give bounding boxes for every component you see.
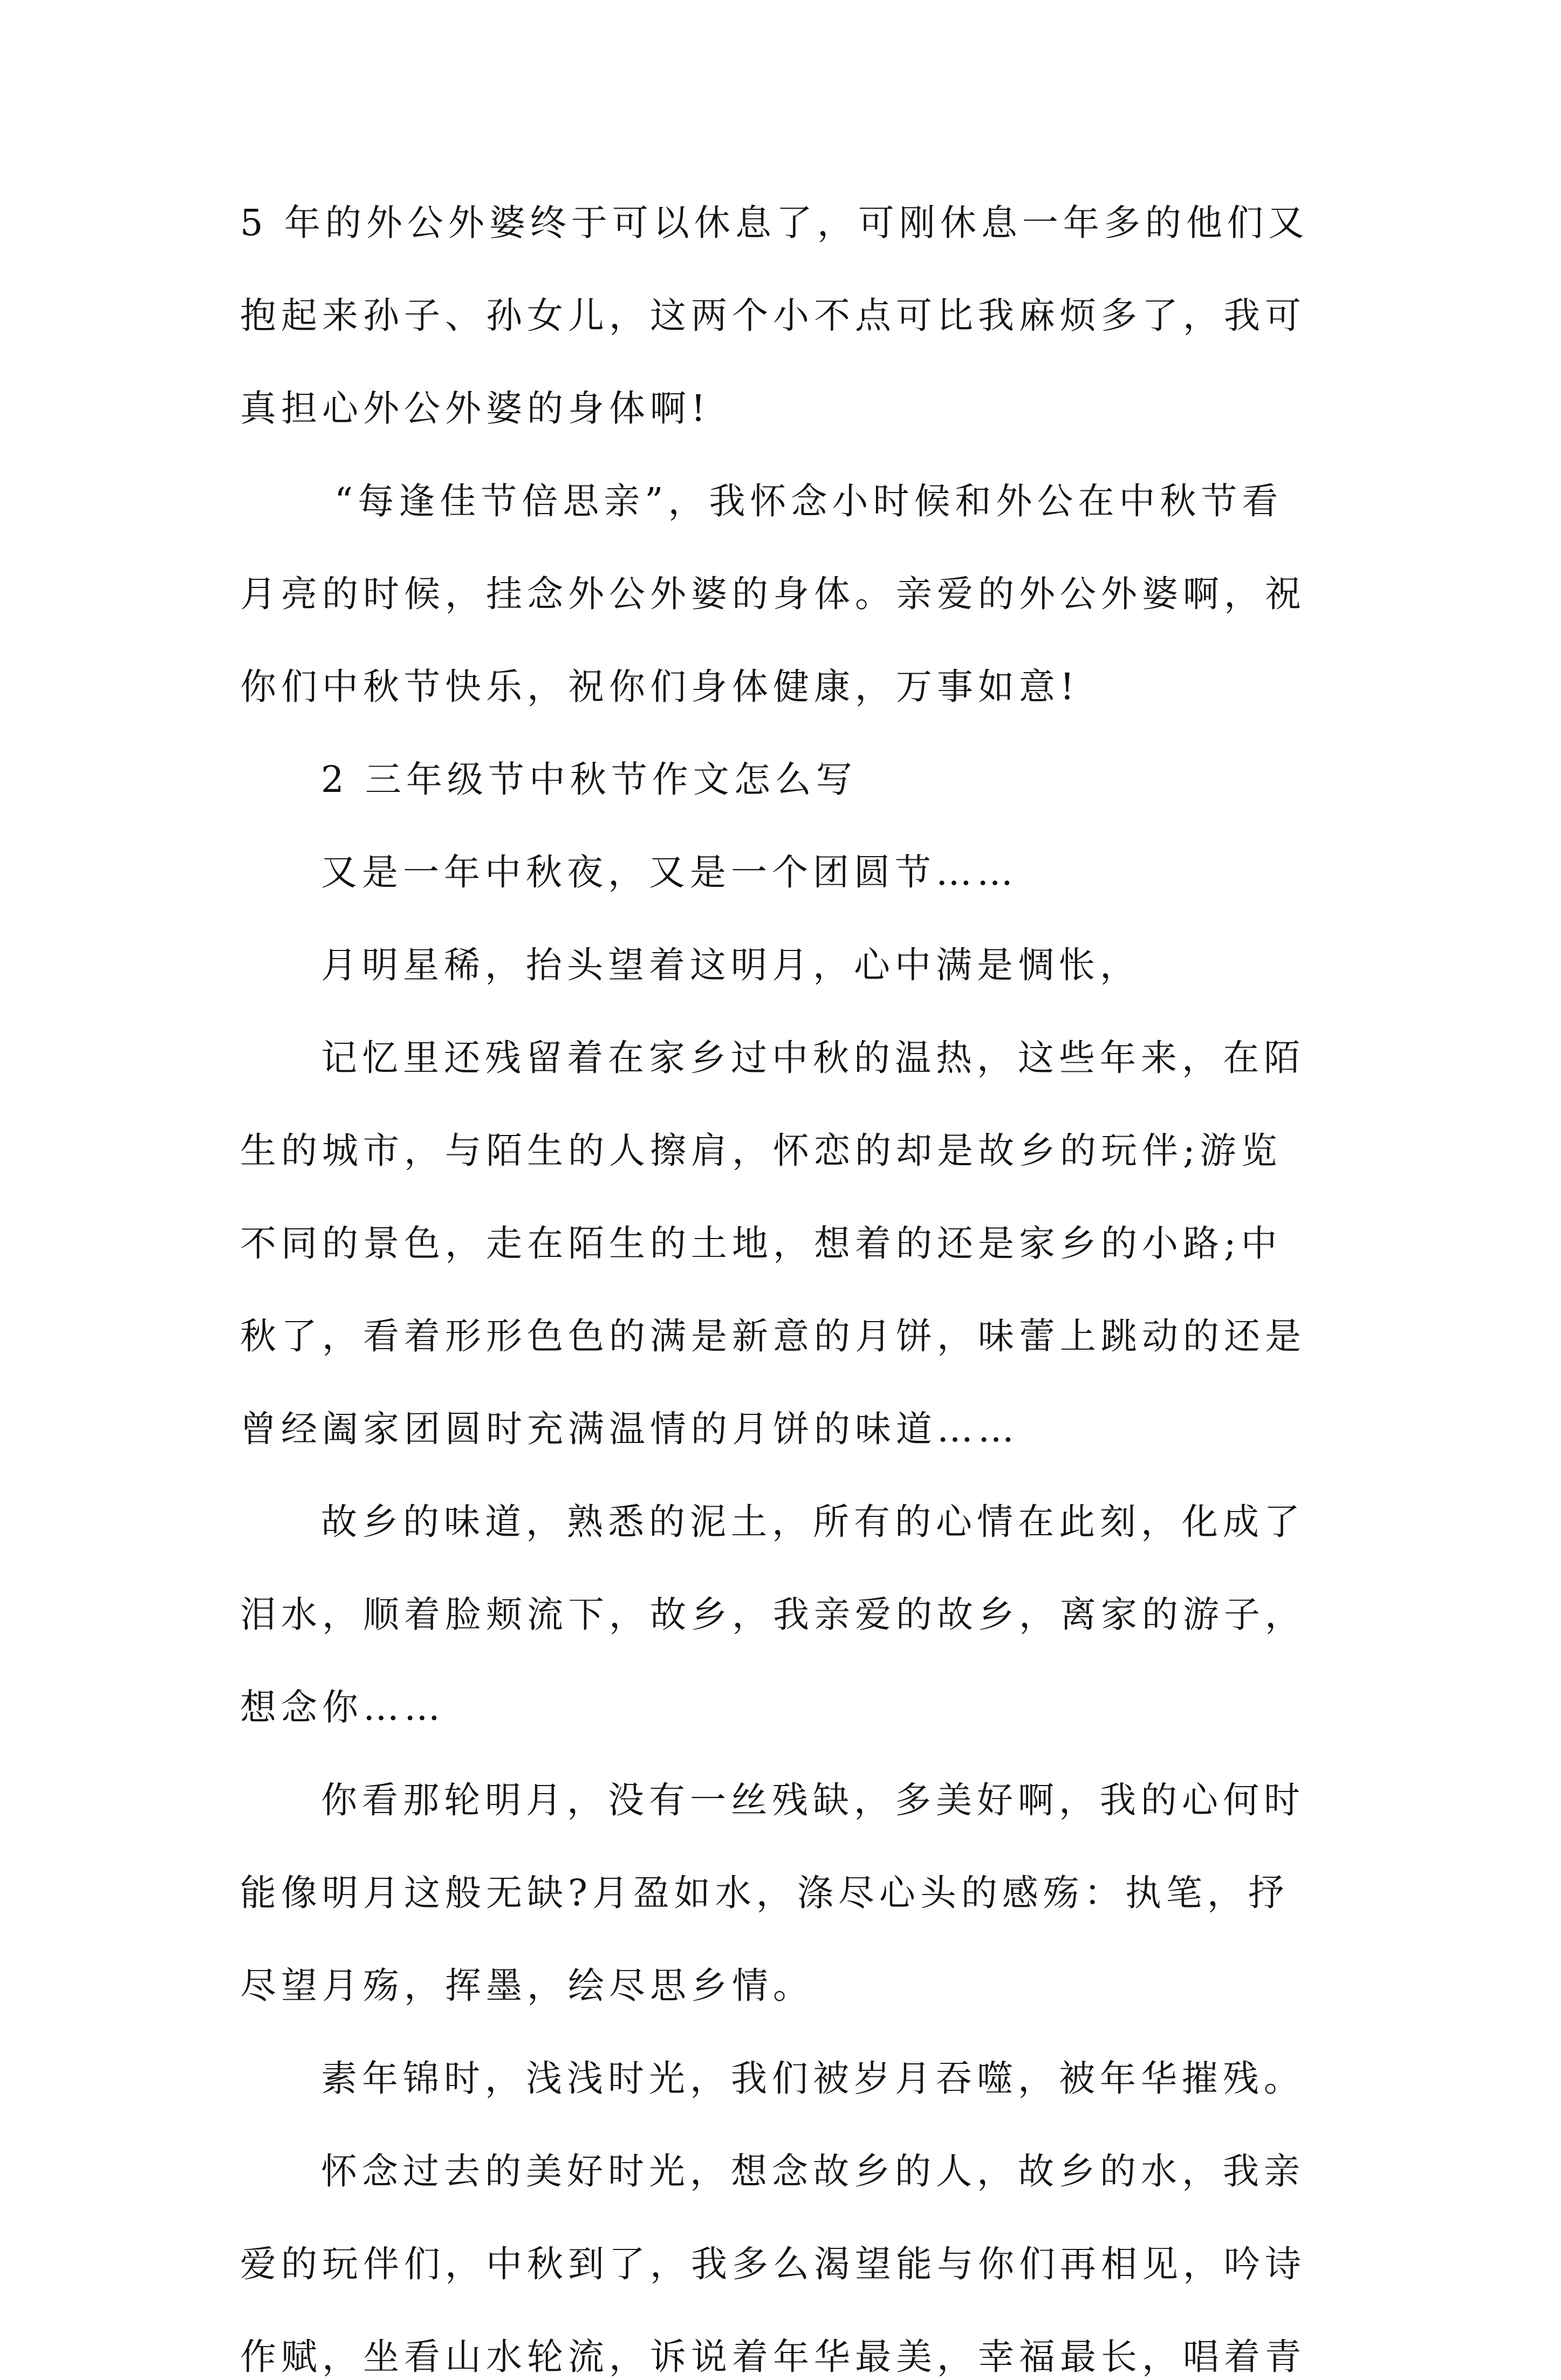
text-line: 秋了，看着形形色色的满是新意的月饼，味蕾上跳动的还是	[240, 1315, 1306, 1357]
text-line: 想念你……	[240, 1686, 445, 1728]
text-line: 不同的景色，走在陌生的土地，想着的还是家乡的小路;中	[240, 1222, 1282, 1264]
document-body	[240, 200, 1340, 2380]
text-line: 5 年的外公外婆终于可以休息了，可刚休息一年多的他们又	[240, 202, 1309, 244]
text-line: 泪水，顺着脸颊流下，故乡，我亲爱的故乡，离家的游子，	[240, 1593, 1306, 1636]
text-line: “每逢佳节倍思亲”，我怀念小时候和外公在中秋节看	[334, 480, 1283, 522]
text-line: 素年锦时，浅浅时光，我们被岁月吞噬，被年华摧残。	[321, 2057, 1305, 2099]
text-line: 又是一年中秋夜，又是一个团圆节……	[321, 851, 1018, 893]
text-line: 曾经阖家团圆时充满温情的月饼的味道……	[240, 1408, 1019, 1450]
text-line: 你看那轮明月，没有一丝残缺，多美好啊，我的心何时	[321, 1779, 1305, 1821]
text-line: 记忆里还残留着在家乡过中秋的温热，这些年来，在陌	[321, 1037, 1305, 1079]
text-line: 故乡的味道，熟悉的泥土，所有的心情在此刻，化成了	[321, 1501, 1305, 1543]
text-line: 作赋，坐看山水轮流，诉说着年华最美，幸福最长，唱着青	[240, 2336, 1306, 2378]
text-line: 月亮的时候，挂念外公外婆的身体。亲爱的外公外婆啊，祝	[240, 573, 1306, 615]
text-line: 能像明月这般无缺?月盈如水，涤尽心头的感殇：执笔，抒	[240, 1872, 1289, 1914]
text-line: 爱的玩伴们，中秋到了，我多么渴望能与你们再相见，吟诗	[240, 2243, 1306, 2285]
text-line: 怀念过去的美好时光，想念故乡的人，故乡的水，我亲	[321, 2150, 1305, 2192]
text-line: 月明星稀，抬头望着这明月，心中满是惆怅，	[321, 944, 1141, 986]
text-line: 真担心外公外婆的身体啊!	[240, 387, 710, 429]
text-line: 尽望月殇，挥墨，绘尽思乡情。	[240, 1965, 814, 2007]
text-line: 生的城市，与陌生的人擦肩，怀恋的却是故乡的玩伴;游览	[240, 1130, 1282, 1172]
section-heading: 2 三年级节中秋节作文怎么写	[321, 758, 857, 801]
text-line: 抱起来孙子、孙女儿，这两个小不点可比我麻烦多了，我可	[240, 295, 1306, 337]
text-line: 你们中秋节快乐，祝你们身体健康，万事如意!	[240, 666, 1079, 708]
